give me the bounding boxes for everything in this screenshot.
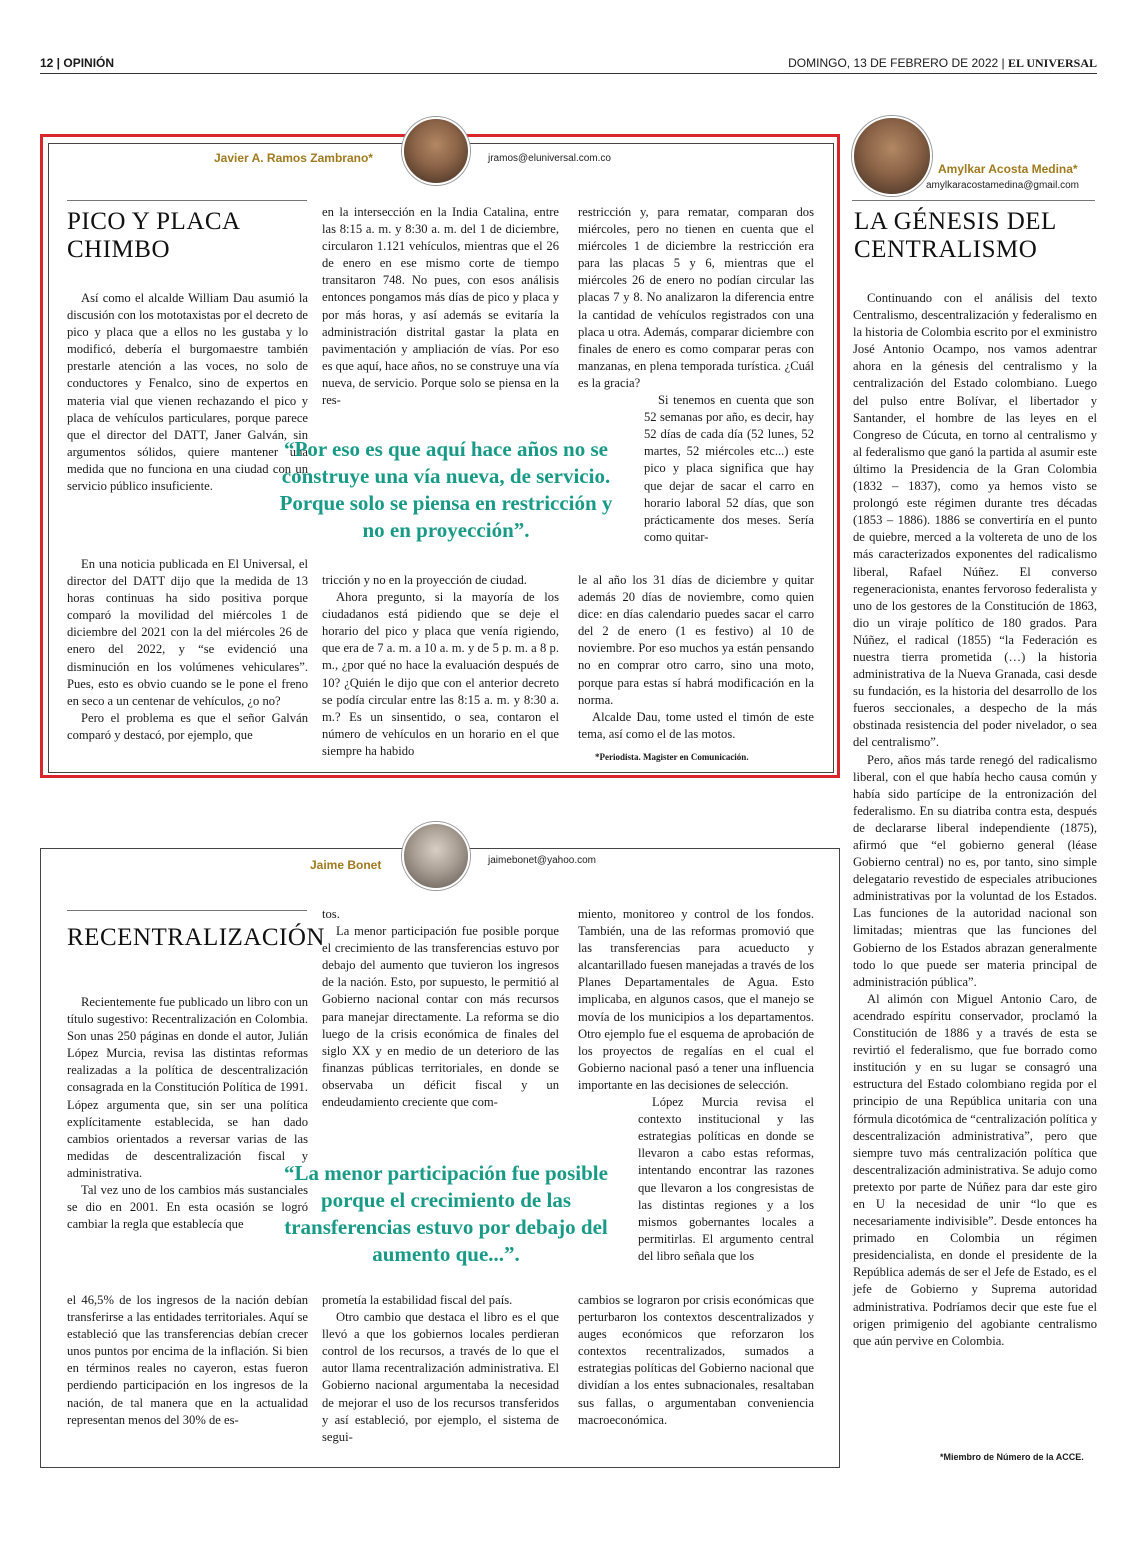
article1-pull-quote: “Por eso es que aquí hace años no se construye una vía nueva, de servicio. Porque solo se piensa en restricción y no en proyección”.: [279, 437, 613, 542]
paragraph: Otro cambio que destaca el libro es el que llevó a que los gobiernos locales perdieran control de los recursos, a través de lo que el autor llama recentralización administrativa. El Gobierno nacional argumentaba la necesidad de mejorar el uso de los recursos transferidos y así estableció, por ejemplo, el sistema de segui-: [322, 1310, 559, 1444]
article2-col1-bottom: [67, 1292, 308, 1458]
article3-body: [853, 290, 1097, 1448]
paragraph: Ahora pregunto, si la mayoría de los ciudadanos está pidiendo que se deje el horario del pico y placa que venía rigiendo, que era de 7 a. m. a 10 a. m. y de 5 p. m. a 8 p. m., ¿por qué no hace la evaluación después de 10? ¿Quién le dijo que con el anterior decreto se podía circular entre las 8:15 a. m. y 8:30 a. m.? Es un sinsentido, o sea, contaron el número de vehículos en un horario en el que siempre ha habido: [322, 590, 559, 758]
article1-headline: [67, 208, 307, 264]
paragraph: prometía la estabilidad fiscal del país.: [322, 1293, 513, 1307]
paragraph: Pero el problema es que el señor Galván comparó y destacó, por ejemplo, que: [67, 710, 308, 742]
article1-email: jramos@eluniversal.com.co: [488, 153, 611, 164]
headline-rule: [67, 200, 307, 201]
article1-col1-bottom: [67, 556, 308, 766]
article2-pull-quote: “La menor participación fue posible porque el crecimiento de las transferencias estuvo por debajo del aumento que...”.: [284, 1161, 608, 1266]
article2-email: jaimebonet@yahoo.com: [488, 855, 596, 866]
newspaper-name: EL UNIVERSAL: [1007, 56, 1097, 70]
article2-headline: RECENTRALIZACIÓN: [67, 924, 325, 951]
paragraph: Tal vez uno de los cambios más sustanciales se dio en 2001. En esta ocasión se logró cambiar la regla que establecía que: [67, 1183, 308, 1232]
paragraph: en la intersección en la India Catalina, entre las 8:15 a. m. y 8:30 a. m. del 1 de diciembre, circularon 1.121 vehículos, mientras que el 26 de enero en ese mismo corte de tiempo transitaron 748. No pues, con esos análisis entonces pongamos más días de pico y placa y por más horas, y así además se evitaría la administración distrital gastar la plata en pavimentación y ampliación de vías. Por eso es que aquí, hace años, no se construye una vía nueva, de servicio. Porque solo se piensa en la res-: [322, 205, 559, 408]
headline-line: CHIMBO: [67, 236, 171, 263]
section-label: 12 | OPINIÓN: [40, 56, 115, 70]
header-separator: |: [998, 56, 1008, 70]
paragraph: López Murcia revisa el contexto institucional y las estrategias políticas en donde se llevaron a cabo estas reformas, intentando encontrar las razones que llevaron a los congresistas de las distintas regiones y a los mismos gobernantes locales a permitirlas. El argumento central del libro señala que los: [638, 1095, 814, 1263]
article2-author-photo: [402, 822, 470, 890]
column-rule: [852, 200, 1095, 201]
article2-col2-bottom: [322, 1292, 559, 1458]
paragraph: cambios se lograron por crisis económicas que perturbaron los contextos descentralizados y auges económicos que reforzaron los contextos recentralizados, sumados a estrategias políticas del Gobierno nacional que dividían a los entes subnacionales, resaltaban sus fallas, o argumentaban conveniencia macroeconómica.: [578, 1293, 814, 1427]
article3-author-photo: [852, 116, 932, 196]
article1-col3-bottom: [578, 572, 814, 748]
article1-col2-top: [322, 204, 559, 408]
paragraph: Recientemente fue publicado un libro con un título sugestivo: Recentralización en Colombia. Son unas 250 páginas en donde el autor, Julián López Murcia, revisa las distintas reformas realizadas a la política de descentralización consagrada en la Constitución Política de 1991. López argumenta que, sin ser una política explícitamente establecida, se han dado cambios orientados a reversar varias de las medidas de descentralización fiscal y administrativa.: [67, 995, 308, 1180]
paragraph: miento, monitoreo y control de los fondos. También, una de las reformas promovió que las transferencias para acueducto y alcantarillado fuesen manejadas a través de los Planes Departamentales de Agua. Esto implicaba, en algunos casos, que el manejo se movía de los municipios a los departamentos. Otro ejemplo fue el esquema de aprobación de los proyectos de regalías en el cual el Gobierno nacional pasó a tener una influencia importante en las decisiones de selección.: [578, 907, 814, 1092]
article2-author: Jaime Bonet: [310, 858, 382, 872]
page-header: [40, 56, 1097, 74]
headline-line: LA GÉNESIS DEL: [854, 208, 1057, 235]
paragraph: Si tenemos en cuenta que son 52 semanas por año, es decir, hay 52 días de cada día (52 lunes, 52 martes, 52 miércoles etc...) este pico y placa significa que hay que dejar de sacar el carro en horario laboral 52 días, que son prácticamente dos meses. Sería como quitar-: [644, 393, 814, 544]
date-line: [788, 56, 1097, 71]
paragraph: Alcalde Dau, tome usted el timón de este tema, así como el de las motos.: [578, 709, 814, 741]
paragraph: tos.: [322, 907, 340, 921]
paragraph: Continuando con el análisis del texto Centralismo, descentralización y federalismo en la historia de Colombia escrito por el exministro José Antonio Ocampo, nos vamos adentrar ahora en la génesis del centralismo y la centralización del Estado colombiano. Luego del pulso entre Bolívar, el libertador y Santander, el hombre de las leyes en el Congreso de Cúcuta, en torno al centralismo y al federalismo que ganó la partida al asumir este último la Presidencia de la Gran Colombia (1832 – 1837), como ya hemos visto se prolongó este régimen durante tres décadas (1853 – 1886). 1886 se convertiría en el punto de quiebre, merced a la voltereta de uno de los más caracterizados exponentes del radicalismo liberal, Rafael Núñez. El converso regeneracionista, enantes fervoroso federalista y uno de los gestores de la Constitución de 1863, dio un viraje político de 180 grados. Para Núñez, el radical (1855) “la Federación es nuestra tierra prometida (…) la historia administrativa de la Nueva Granada, casi desde su fundación, es la historia del desarrollo de los fueros seccionales, a despecho de la más obstinada resistencia del poder nivelador, o sea del centralismo”.: [853, 291, 1097, 750]
article2-col3-bottom: [578, 1292, 814, 1458]
headline-line: CENTRALISMO: [854, 236, 1038, 263]
article1-footnote: *Periodista. Magister en Comunicación.: [595, 752, 749, 762]
article3-headline: [854, 208, 1097, 264]
paragraph: tricción y no en la proyección de ciudad.: [322, 573, 527, 587]
paragraph: En una noticia publicada en El Universal, el director del DATT dijo que la medida de 13 horas continuas ha sido positiva porque comparó la movilidad del miércoles 1 de diciembre del 2021 con la del miércoles 26 de enero del 2022, y “se evidenció una disminución en los volúmenes vehiculares”. Pues, esto es obvio cuando se le pone el freno en seco a un centenar de vehículos, ¿o no?: [67, 557, 308, 708]
paragraph: restricción y, para rematar, comparan dos miércoles, pero no tienen en cuenta que el miércoles 1 de diciembre la restricción era para las placas 5 y 6, mientras que el miércoles 26 de enero no podían circular las placas 7 y 8. No analizaron la diferencia entre la cantidad de vehículos registrados con una placa u otra. Además, comparar diciembre con finales de enero es como comparar peras con manzanas, en plena temporada turística. ¿Cuál es la gracia?: [578, 205, 814, 390]
paragraph: le al año los 31 días de diciembre y quitar además 20 días de noviembre, como quien dice: en días calendario puedes sacar el carro del 2 de enero (1 es festivo) al 10 de noviembre. Por eso muchos ya están pensando no en comprar otro carro, sino una moto, porque para estas sí habrá modificación en la norma.: [578, 573, 814, 707]
paragraph: Así como el alcalde William Dau asumió la discusión con los mototaxistas por el decreto de pico y placa que a ellos no les gustaba y lo modificó, debería el burgomaestre también prestarle atención a las voces, no solo de conductores y Fenalco, sino de expertos en materia vial que vienen rechazando el pico y placa de vehículos particulares, porque parece que el director del DATT, Janer Galván, sin argumentos sólidos, quiere mantener una medida que no funciona en una ciudad con un servicio público insuficiente.: [67, 291, 308, 494]
article1-col2-bottom: [322, 572, 559, 766]
article3-footnote: *Miembro de Número de la ACCE.: [940, 1452, 1084, 1462]
paragraph: Pero, años más tarde renegó del radicalismo liberal, con el que había hecho causa común y había sido partícipe de la entronización del federalismo. En su diatriba contra esta, después de declararse liberal independiente (1875), afirmó que “el gobierno general (léase Gobierno central) no es, por tanto, sino simple delegatario revestido de especiales atribuciones administrativas por la voluntad de los Estados. Las funciones de la autoridad nacional son limitadas; mientras que las funciones del Gobierno de los Estados abrazan generalmente todo lo que puede ser materia principal de administración pública”.: [853, 752, 1097, 989]
article2-col2-top: [322, 906, 559, 1138]
article3-author: Amylkar Acosta Medina*: [938, 162, 1078, 176]
article1-author: Javier A. Ramos Zambrano*: [214, 151, 373, 165]
article1-author-photo: [402, 117, 470, 185]
headline-line: PICO Y PLACA: [67, 208, 241, 235]
paragraph: Al alimón con Miguel Antonio Caro, de acendrado espíritu conservador, proclamó la Constitución de 1886 y a través de esta se revirtió el federalismo, que fue borrado como institución y en su lugar se consagró una estructura del Estado colombiano regida por el principio de una República unitaria con una fórmula dicotómica de “centralización política y descentralización administrativa”, pero que siempre tuvo más centralización política que descentralización administrativa. Se adujo como pretexto por parte de Núñez para dar este giro en U la necesidad de unir “lo que es necesariamente indivisible”. Desde entonces ha primado en Colombia un régimen presidencialista, en donde el presidente de la República además de ser el Jefe de Estado, es el jefe de Gobierno y Suprema autoridad administrativa. Podríamos decir que este fue el origen primigenio del agobiante centralismo que aún pervive en Colombia.: [853, 991, 1097, 1348]
article3-email: amylkaracostamedina@gmail.com: [926, 180, 1079, 191]
paragraph: La menor participación fue posible porque el crecimiento de las transferencias estuvo por debajo del aumento que tuvieron los ingresos de la nación. Esto, por supuesto, le permitió al Gobierno nacional contar con más recursos para manejar directamente. La reforma se dio luego de la crisis económica de finales del siglo XX y en medio de un deterioro de las finanzas públicas territoriales, en donde se observaba un déficit fiscal y un endeudamiento creciente que com-: [322, 924, 559, 1110]
paragraph: el 46,5% de los ingresos de la nación debían transferirse a las entidades territoriales. Aquí se estableció que las transferencias debían crecer unos puntos por encima de la inflación. Si bien en términos reales no cayeron, estas fueron perdiendo participación en los ingresos de la nación, de tal manera que en la actualidad representan menos del 30% de es-: [67, 1293, 308, 1427]
issue-date: DOMINGO, 13 DE FEBRERO DE 2022: [788, 56, 999, 70]
headline-rule: [67, 910, 307, 911]
